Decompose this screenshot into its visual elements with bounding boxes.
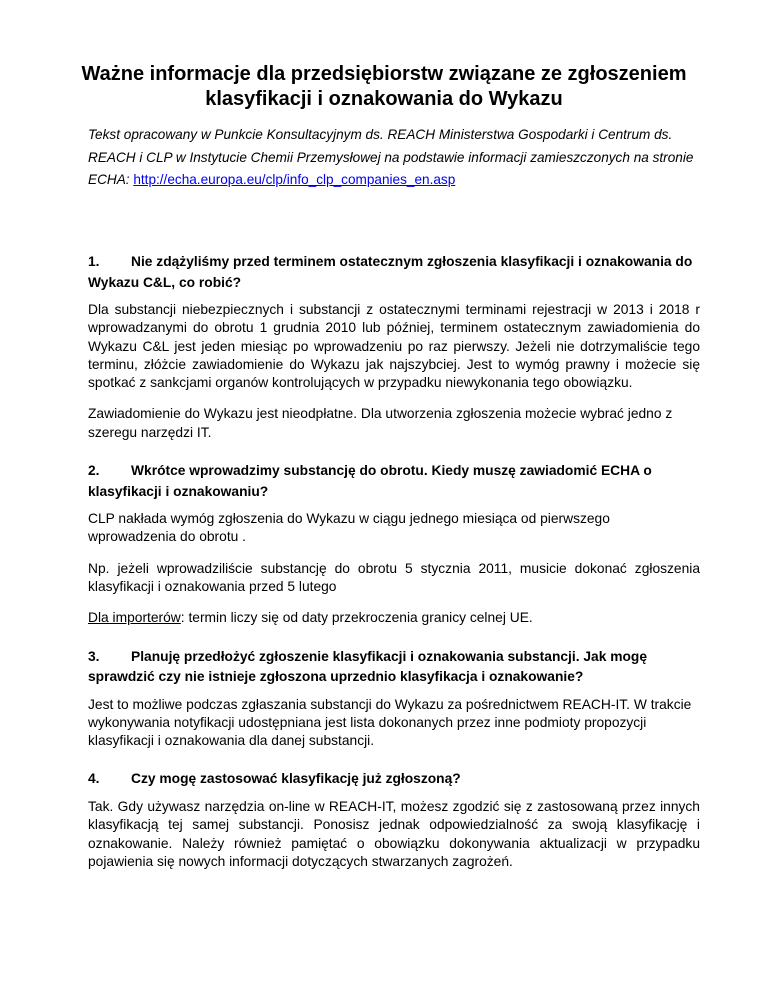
importers-note: Dla importerów: termin liczy się od daty przekroczenia granicy celnej UE. (88, 610, 533, 626)
section-4-question: 4. Czy mogę zastosować klasyfikację już zgłoszoną? (88, 769, 700, 790)
section-3-question: 3. Planuję przedłożyć zgłoszenie klasyfikacji i oznakowania substancji. Jak mogę sprawdzić czy nie istnieje zgłoszona uprzednio klasyfikacja i oznakowanie? (88, 648, 648, 685)
section-number: 2. (88, 463, 100, 479)
section-number: 4. (88, 771, 100, 787)
section-2-paragraph: Np. jeżeli wprowadziliście substancję do obrotu 5 stycznia 2011, musicie dokonać zgłoszenia klasyfikacji i oznakowania przed 5 lutego (88, 560, 700, 594)
intro-paragraph (88, 124, 698, 192)
section-1-paragraph: Dla substancji niebezpiecznych i substancji z ostatecznymi terminami rejestracji w 2013 i 2018 r wprowadzanymi do obrotu 1 grudnia 2010 lub później, terminem ostatecznym zawiadomienia do Wykazu C&L jest jeden miesiąc po wprowadzeniu po raz pierwszy. Jeżeli nie dotrzymaliście tego terminu, złóżcie zawiadomienie do Wykazu jak najszybciej. Jest to wymóg prawny i możecie się spotkać z sankcjami organów kontrolujących w przypadku niewykonania tego obowiązku. (88, 302, 700, 391)
section-2-paragraph: CLP nakłada wymóg zgłoszenia do Wykazu w ciągu jednego miesiąca od pierwszego wprowadzenia do obrotu . (88, 511, 610, 545)
importers-label: Dla importerów (88, 610, 181, 626)
section-3-paragraph: Jest to możliwe podczas zgłaszania substancji do Wykazu za pośrednictwem REACH-IT. W trakcie wykonywania notyfikacji udostępniana jest lista dokonanych przez inne podmioty propozycji klasyfikacji i oznakowania dla danej substancji. (88, 696, 692, 749)
section-1-paragraph: Zawiadomienie do Wykazu jest nieodpłatne. Dla utworzenia zgłoszenia możecie wybrać jedno z szeregu narzędzi IT. (88, 406, 673, 440)
intro-text: Tekst opracowany w Punkcie Konsultacyjnym ds. REACH Ministerstwa Gospodarki i Centrum ds. REACH i CLP w Instytucie Chemii Przemysłowej na podstawie informacji zamieszczonych na stronie ECHA: (88, 127, 694, 187)
section-1-question: 1. Nie zdążyliśmy przed terminem ostatecznym zgłoszenia klasyfikacji i oznakowania do Wykazu C&L, co robić? (88, 254, 693, 290)
section-number: 3. (88, 648, 100, 664)
document-title: Ważne informacje dla przedsiębiorstw związane ze zgłoszeniem klasyfikacji i oznakowania do Wykazu (81, 63, 687, 110)
document-content (88, 252, 700, 884)
section-4-paragraph: Tak. Gdy używasz narzędzia on-line w REACH-IT, możesz zgodzić się z zastosowaną przez innych klasyfikacją tej samej substancji. Ponosisz jednak odpowiedzialność za swoją klasyfikację i oznakowanie. Należy również pamiętać o obowiązku dokonywania aktualizacji w przypadku pojawienia się nowych informacji dotyczących stwarzanych zagrożeń. (88, 798, 700, 869)
echa-link[interactable]: http://echa.europa.eu/clp/info_clp_companies_en.asp (133, 172, 456, 187)
section-number: 1. (88, 254, 100, 269)
section-2-question: 2. Wkrótce wprowadzimy substancję do obrotu. Kiedy muszę zawiadomić ECHA o klasyfikacji i oznakowaniu? (88, 463, 652, 499)
